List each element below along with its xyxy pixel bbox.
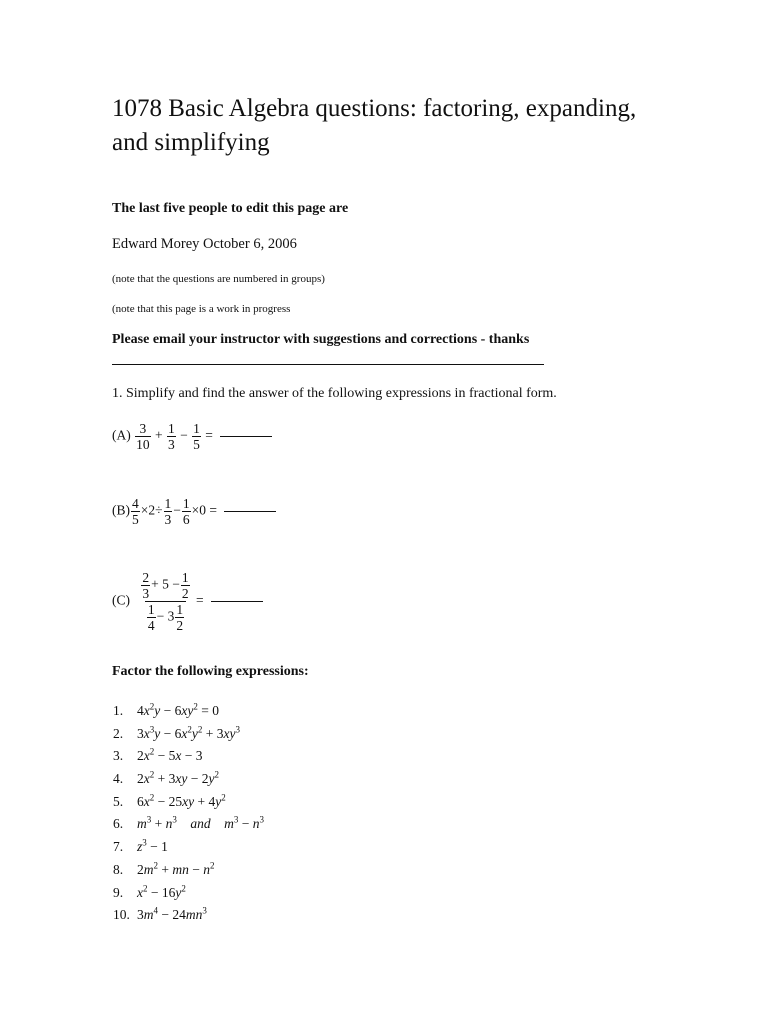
expression-b: (B) $\frac{4}{5}$ ×2÷ $\frac{1}{3}$ − $\frac{1}{6}$ ×0 = <box>112 496 276 527</box>
editor-line: Edward Morey October 6, 2006 <box>112 236 297 252</box>
factor-list <box>113 700 264 927</box>
fraction: $\frac{1}{5}$ <box>193 421 200 452</box>
fraction: $\frac{1}{6}$ <box>182 496 190 527</box>
label-a: (A) <box>112 427 131 443</box>
factor-heading: Factor the following expressions: <box>112 664 309 679</box>
list-item: 8. $2m^2$ + mn − $n^2$ <box>113 860 215 877</box>
list-item: 5. $6x^2 - 25xy + 4y^2$ <box>113 792 226 809</box>
list-item: 6. $m^3 + n^3$ and $m^3 - n^3$ <box>113 814 264 832</box>
fraction: $\frac{4}{5}$ <box>132 496 139 527</box>
fraction: $\frac{1}{3}$ <box>164 496 172 527</box>
question1-prompt: 1. Simplify and find the answer of the following expressions in fractional form. <box>112 386 557 401</box>
horizontal-rule <box>112 364 544 365</box>
list-item: 7. $z^3 - 1$ <box>113 837 168 855</box>
label-c: (C) <box>112 592 130 608</box>
page-title: 1078 Basic Algebra questions: factoring, expanding, and simplifying <box>112 95 637 156</box>
list-item: 10. $3m^4 - 24mn^3$ <box>113 905 207 923</box>
list-item: 4. $2x^2 + 3xy - 2y^2$ <box>113 769 219 787</box>
email-instruction: Please email your instructor with suggestions and corrections - thanks <box>112 332 530 347</box>
list-item: 3. $2x^2 - 5x - 3$ <box>113 746 203 764</box>
answer-blank <box>220 436 272 437</box>
note-groups: (note that the questions are numbered in groups) <box>112 273 325 285</box>
note-progress: (note that this page is a work in progress <box>112 303 291 315</box>
fraction: $\frac{1}{3}$ <box>168 421 175 452</box>
complex-fraction: $\frac{2}{3}$ + 5 − $\frac{1}{2}$ $\frac{1}{4}$ − 3 $\frac{1}{2}$ <box>142 570 189 633</box>
expression-c: (C) $\frac{2}{3}$ + 5 − $\frac{1}{2}$ $\frac{1}{4}$ − 3 $\frac{1}{2}$ = <box>112 570 263 633</box>
answer-blank <box>211 601 263 602</box>
label-b: (B) <box>112 502 130 518</box>
list-item: 9. $x^2 - 16y^2$ <box>113 883 186 900</box>
fraction: $\frac{3}{10}$ <box>136 421 150 452</box>
answer-blank <box>224 511 276 512</box>
expression-a: (A) $\frac{3}{10}$ + $\frac{1}{3}$ − $\frac{1}{5}$ = <box>112 421 272 452</box>
list-item: 2. $3x^3y - 6x^2y^2 + 3xy^3$ <box>113 724 240 741</box>
editors-heading: The last five people to edit this page are <box>112 201 349 216</box>
list-item: 1. $4x^2y - 6xy^2 = 0$ <box>113 701 219 718</box>
